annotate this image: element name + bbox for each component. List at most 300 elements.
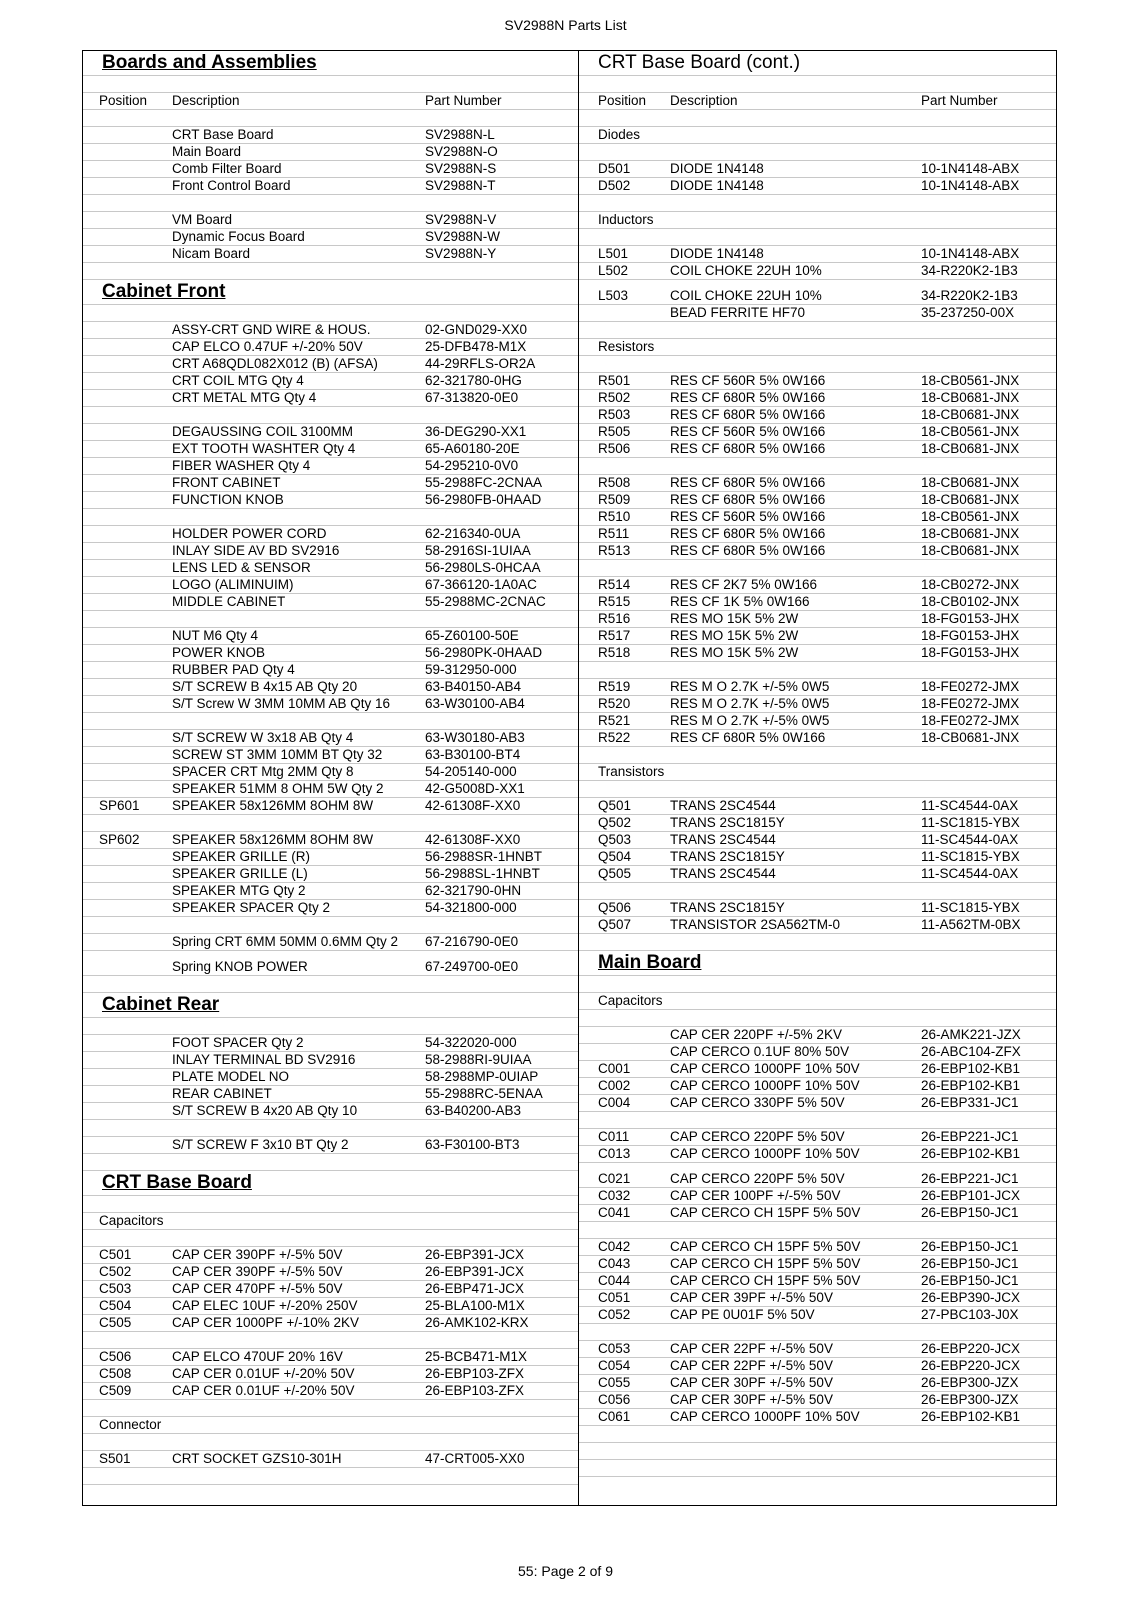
blank-row: [83, 1196, 578, 1213]
part-number-cell: 67-249700-0E0: [425, 959, 519, 974]
column-header-row: [83, 93, 578, 110]
blank-row: [579, 76, 1056, 93]
part-number-cell: 36-DEG290-XX1: [425, 424, 527, 439]
part-number-cell: 55-2988MC-2CNAC: [425, 594, 546, 609]
position-cell: C051: [598, 1290, 631, 1305]
table-row: [579, 1256, 1056, 1273]
table-row: [579, 1358, 1056, 1375]
description-cell: CRT COIL MTG Qty 4: [172, 373, 304, 388]
description-cell: POWER KNOB: [172, 645, 266, 660]
part-number-cell: SV2988N-O: [425, 144, 498, 159]
blank-row: [579, 560, 1056, 577]
position-cell: R501: [598, 373, 631, 388]
table-row: [83, 1247, 578, 1264]
column-header-description: Description: [670, 93, 738, 108]
description-cell: Spring CRT 6MM 50MM 0.6MM Qty 2: [172, 934, 399, 949]
description-cell: S/T Screw W 3MM 10MM AB Qty 16: [172, 696, 391, 711]
section-heading: [83, 993, 578, 1018]
description-cell: CAP CERCO CH 15PF 5% 50V: [670, 1205, 861, 1220]
table-row: [83, 458, 578, 475]
part-number-cell: 44-29RFLS-OR2A: [425, 356, 536, 371]
table-row: [83, 373, 578, 390]
table-row: [579, 475, 1056, 492]
description-cell: RES CF 560R 5% 0W166: [670, 509, 826, 524]
description-cell: SPEAKER 58x126MM 8OHM 8W: [172, 798, 374, 813]
description-cell: CAP ELCO 470UF 20% 16V: [172, 1349, 343, 1364]
part-number-cell: 18-CB0561-JNX: [921, 424, 1020, 439]
blank-row: [83, 195, 578, 212]
table-row: [83, 1052, 578, 1069]
description-cell: RES M O 2.7K +/-5% 0W5: [670, 713, 830, 728]
table-row: [83, 475, 578, 492]
table-row: [579, 1061, 1056, 1078]
part-number-cell: 26-EBP300-JZX: [921, 1392, 1019, 1407]
position-cell: C041: [598, 1205, 631, 1220]
description-cell: CAP CERCO 1000PF 10% 50V: [670, 1409, 860, 1424]
table-row: [579, 713, 1056, 730]
position-cell: R518: [598, 645, 631, 660]
position-cell: C503: [99, 1281, 132, 1296]
part-number-cell: 11-SC4544-0AX: [921, 832, 1019, 847]
table-row: [83, 212, 578, 229]
table-row: [579, 849, 1056, 866]
table-row: [83, 577, 578, 594]
blank-row: [579, 195, 1056, 212]
description-cell: S/T SCREW B 4x15 AB Qty 20: [172, 679, 358, 694]
part-number-cell: 62-321780-0HG: [425, 373, 522, 388]
column-header-part-number: Part Number: [425, 93, 502, 108]
blank-row: [579, 1010, 1056, 1027]
table-row: [579, 1027, 1056, 1044]
position-cell: R514: [598, 577, 631, 592]
part-number-cell: 18-CB0681-JNX: [921, 390, 1020, 405]
part-number-cell: 18-FG0153-JHX: [921, 611, 1020, 626]
part-number-cell: SV2988N-T: [425, 178, 496, 193]
table-row: [83, 492, 578, 509]
part-number-cell: 18-CB0681-JNX: [921, 407, 1020, 422]
position-cell: C061: [598, 1409, 631, 1424]
part-number-cell: 18-FG0153-JHX: [921, 645, 1020, 660]
description-cell: FOOT SPACER Qty 2: [172, 1035, 304, 1050]
description-cell: RES CF 680R 5% 0W166: [670, 390, 826, 405]
part-number-cell: 18-CB0681-JNX: [921, 526, 1020, 541]
blank-row: [83, 611, 578, 628]
description-cell: RES CF 680R 5% 0W166: [670, 492, 826, 507]
table-row: [83, 356, 578, 373]
section-heading: [83, 1171, 578, 1196]
table-row: [579, 178, 1056, 195]
table-row: [83, 543, 578, 560]
section-title: Boards and Assemblies: [102, 52, 317, 73]
blank-row: [83, 917, 578, 934]
part-number-cell: 26-EBP150-JC1: [921, 1273, 1019, 1288]
table-row: [579, 1239, 1056, 1256]
position-cell: R502: [598, 390, 631, 405]
description-cell: ASSY-CRT GND WIRE & HOUS.: [172, 322, 371, 337]
description-cell: Dynamic Focus Board: [172, 229, 305, 244]
part-number-cell: 10-1N4148-ABX: [921, 161, 1020, 176]
description-cell: DIODE 1N4148: [670, 246, 764, 261]
table-row: [83, 645, 578, 662]
table-row: [579, 696, 1056, 713]
table-row: [83, 849, 578, 866]
part-number-cell: 25-BLA100-M1X: [425, 1298, 525, 1313]
part-number-cell: 58-2988RI-9UIAA: [425, 1052, 532, 1067]
part-number-cell: 26-ABC104-ZFX: [921, 1044, 1021, 1059]
position-cell: Q506: [598, 900, 632, 915]
table-row: [83, 730, 578, 747]
table-row: [83, 883, 578, 900]
blank-row: [579, 976, 1056, 993]
part-number-cell: 62-321790-0HN: [425, 883, 522, 898]
description-cell: Comb Filter Board: [172, 161, 282, 176]
table-row: [83, 1315, 578, 1332]
column-header-description: Description: [172, 93, 240, 108]
description-cell: CAP CER 470PF +/-5% 50V: [172, 1281, 343, 1296]
blank-row: [579, 144, 1056, 161]
table-row: [579, 1375, 1056, 1392]
part-number-cell: SV2988N-W: [425, 229, 501, 244]
table-row: [579, 373, 1056, 390]
blank-row: [83, 1332, 578, 1349]
part-number-cell: 55-2988RC-5ENAA: [425, 1086, 543, 1101]
position-cell: Inductors: [598, 212, 654, 227]
part-number-cell: 63-F30100-BT3: [425, 1137, 520, 1152]
description-cell: TRANS 2SC1815Y: [670, 900, 785, 915]
table-row: [579, 1044, 1056, 1061]
table-row: [83, 1213, 578, 1230]
part-number-cell: 26-EBP471-JCX: [425, 1281, 525, 1296]
table-row: [579, 679, 1056, 696]
part-number-cell: 54-205140-000: [425, 764, 517, 779]
table-row: [83, 1069, 578, 1086]
blank-row: [579, 229, 1056, 246]
description-cell: Nicam Board: [172, 246, 251, 261]
part-number-cell: 59-312950-000: [425, 662, 517, 677]
description-cell: SPACER CRT Mtg 2MM Qty 8: [172, 764, 354, 779]
description-cell: RES CF 680R 5% 0W166: [670, 730, 826, 745]
part-number-cell: 18-CB0681-JNX: [921, 475, 1020, 490]
position-cell: C053: [598, 1341, 631, 1356]
part-number-cell: 65-A60180-20E: [425, 441, 520, 456]
part-number-cell: 26-EBP102-KB1: [921, 1061, 1021, 1076]
table-row: [83, 662, 578, 679]
blank-row: [579, 110, 1056, 127]
description-cell: HOLDER POWER CORD: [172, 526, 327, 541]
column-header-position: Position: [99, 93, 148, 108]
table-row: [83, 1451, 578, 1468]
part-number-cell: 26-EBP150-JC1: [921, 1205, 1019, 1220]
table-row: [83, 951, 578, 976]
description-cell: S/T SCREW B 4x20 AB Qty 10: [172, 1103, 358, 1118]
part-number-cell: SV2988N-Y: [425, 246, 497, 261]
table-row: [579, 543, 1056, 560]
left-column: [83, 51, 578, 1505]
description-cell: SPEAKER GRILLE (L): [172, 866, 308, 881]
part-number-cell: SV2988N-V: [425, 212, 497, 227]
part-number-cell: 67-313820-0E0: [425, 390, 519, 405]
table-row: [579, 1146, 1056, 1163]
description-cell: RES CF 2K7 5% 0W166: [670, 577, 818, 592]
table-row: [579, 305, 1056, 322]
right-column: [579, 51, 1056, 1505]
description-cell: CAP ELCO 0.47UF +/-20% 50V: [172, 339, 363, 354]
position-cell: C002: [598, 1078, 631, 1093]
description-cell: CAP CERCO CH 15PF 5% 50V: [670, 1256, 861, 1271]
blank-row: [83, 1434, 578, 1451]
section-title: CRT Base Board: [102, 1172, 252, 1193]
position-cell: R517: [598, 628, 631, 643]
description-cell: CAP PE 0U01F 5% 50V: [670, 1307, 815, 1322]
description-cell: INLAY SIDE AV BD SV2916: [172, 543, 340, 558]
part-number-cell: 25-BCB471-M1X: [425, 1349, 528, 1364]
table-row: [579, 1273, 1056, 1290]
table-row: [579, 577, 1056, 594]
blank-row: [83, 815, 578, 832]
table-row: [83, 246, 578, 263]
part-number-cell: 63-B40200-AB3: [425, 1103, 522, 1118]
part-number-cell: 18-FE0272-JMX: [921, 679, 1020, 694]
blank-row: [83, 1468, 578, 1485]
position-cell: C043: [598, 1256, 631, 1271]
table-row: [579, 815, 1056, 832]
description-cell: RES MO 15K 5% 2W: [670, 611, 799, 626]
description-cell: VM Board: [172, 212, 233, 227]
description-cell: CAP CER 1000PF +/-10% 2KV: [172, 1315, 359, 1330]
part-number-cell: 63-B40150-AB4: [425, 679, 522, 694]
table-row: [579, 1163, 1056, 1188]
part-number-cell: 26-EBP331-JC1: [921, 1095, 1019, 1110]
description-cell: EXT TOOTH WASHTER Qty 4: [172, 441, 356, 456]
description-cell: COIL CHOKE 22UH 10%: [670, 263, 822, 278]
position-cell: R516: [598, 611, 631, 626]
position-cell: R515: [598, 594, 631, 609]
part-number-cell: 62-216340-0UA: [425, 526, 521, 541]
part-number-cell: 27-PBC103-J0X: [921, 1307, 1019, 1322]
blank-row: [579, 747, 1056, 764]
position-cell: Transistors: [598, 764, 665, 779]
position-cell: C052: [598, 1307, 631, 1322]
description-cell: CAP CER 0.01UF +/-20% 50V: [172, 1366, 355, 1381]
section-title: Cabinet Front: [102, 281, 226, 302]
table-row: [83, 798, 578, 815]
part-number-cell: 65-Z60100-50E: [425, 628, 519, 643]
part-number-cell: 63-W30100-AB4: [425, 696, 525, 711]
description-cell: RES CF 1K 5% 0W166: [670, 594, 810, 609]
position-cell: Q502: [598, 815, 632, 830]
table-row: [83, 934, 578, 951]
table-row: [83, 1103, 578, 1120]
description-cell: RES MO 15K 5% 2W: [670, 628, 799, 643]
table-row: [579, 492, 1056, 509]
table-row: [83, 322, 578, 339]
description-cell: CAP CER 390PF +/-5% 50V: [172, 1247, 343, 1262]
description-cell: S/T SCREW W 3x18 AB Qty 4: [172, 730, 354, 745]
part-number-cell: 26-EBP300-JZX: [921, 1375, 1019, 1390]
table-row: [579, 764, 1056, 781]
part-number-cell: 34-R220K2-1B3: [921, 288, 1018, 303]
table-row: [579, 628, 1056, 645]
table-row: [579, 798, 1056, 815]
table-row: [579, 611, 1056, 628]
position-cell: C013: [598, 1146, 631, 1161]
table-row: [83, 1086, 578, 1103]
part-number-cell: 26-AMK221-JZX: [921, 1027, 1021, 1042]
description-cell: CRT Base Board: [172, 127, 274, 142]
description-cell: FUNCTION KNOB: [172, 492, 284, 507]
description-cell: DIODE 1N4148: [670, 161, 764, 176]
table-row: [83, 1349, 578, 1366]
description-cell: S/T SCREW F 3x10 BT Qty 2: [172, 1137, 349, 1152]
section-heading: [579, 951, 1056, 976]
blank-row: [83, 976, 578, 993]
part-number-cell: 26-EBP102-KB1: [921, 1146, 1021, 1161]
table-row: [579, 1341, 1056, 1358]
position-cell: D501: [598, 161, 631, 176]
table-row: [83, 1035, 578, 1052]
position-cell: Q507: [598, 917, 632, 932]
part-number-cell: SV2988N-L: [425, 127, 495, 142]
table-row: [83, 1366, 578, 1383]
part-number-cell: 34-R220K2-1B3: [921, 263, 1018, 278]
description-cell: CAP CER 22PF +/-5% 50V: [670, 1358, 833, 1373]
table-row: [83, 696, 578, 713]
part-number-cell: 42-61308F-XX0: [425, 832, 521, 847]
position-cell: SP602: [99, 832, 140, 847]
part-number-cell: 26-EBP220-JCX: [921, 1358, 1021, 1373]
description-cell: CAP CER 30PF +/-5% 50V: [670, 1375, 833, 1390]
position-cell: L502: [598, 263, 629, 278]
blank-row: [579, 1222, 1056, 1239]
table-row: [579, 917, 1056, 934]
table-row: [83, 679, 578, 696]
table-row: [83, 1264, 578, 1281]
blank-row: [579, 662, 1056, 679]
description-cell: CAP CERCO 220PF 5% 50V: [670, 1129, 845, 1144]
position-cell: C055: [598, 1375, 631, 1390]
part-number-cell: 26-EBP102-KB1: [921, 1409, 1021, 1424]
part-number-cell: 54-321800-000: [425, 900, 517, 915]
description-cell: TRANS 2SC1815Y: [670, 849, 785, 864]
description-cell: SPEAKER GRILLE (R): [172, 849, 311, 864]
part-number-cell: 18-CB0681-JNX: [921, 730, 1020, 745]
description-cell: RUBBER PAD Qty 4: [172, 662, 295, 677]
description-cell: RES CF 680R 5% 0W166: [670, 543, 826, 558]
description-cell: RES CF 680R 5% 0W166: [670, 475, 826, 490]
part-number-cell: 18-CB0681-JNX: [921, 543, 1020, 558]
position-cell: R522: [598, 730, 631, 745]
description-cell: CAP CER 100PF +/-5% 50V: [670, 1188, 841, 1203]
position-cell: C054: [598, 1358, 631, 1373]
table-row: [83, 390, 578, 407]
description-cell: NUT M6 Qty 4: [172, 628, 259, 643]
description-cell: MIDDLE CABINET: [172, 594, 286, 609]
table-row: [579, 441, 1056, 458]
position-cell: Resistors: [598, 339, 655, 354]
table-row: [579, 1129, 1056, 1146]
blank-row: [579, 356, 1056, 373]
table-row: [579, 339, 1056, 356]
position-cell: C042: [598, 1239, 631, 1254]
part-number-cell: 58-2916SI-1UIAA: [425, 543, 531, 558]
table-row: [579, 730, 1056, 747]
table-row: [579, 645, 1056, 662]
table-row: [83, 594, 578, 611]
part-number-cell: 42-61308F-XX0: [425, 798, 521, 813]
part-number-cell: 11-SC4544-0AX: [921, 866, 1019, 881]
table-row: [579, 390, 1056, 407]
part-number-cell: 67-216790-0E0: [425, 934, 519, 949]
table-row: [83, 424, 578, 441]
table-row: [579, 161, 1056, 178]
description-cell: CAP CER 22PF +/-5% 50V: [670, 1341, 833, 1356]
part-number-cell: 54-322020-000: [425, 1035, 517, 1050]
position-cell: D502: [598, 178, 631, 193]
description-cell: Main Board: [172, 144, 242, 159]
table-row: [83, 747, 578, 764]
blank-row: [579, 883, 1056, 900]
part-number-cell: 11-SC1815-YBX: [921, 900, 1020, 915]
part-number-cell: 26-EBP390-JCX: [921, 1290, 1021, 1305]
part-number-cell: 10-1N4148-ABX: [921, 178, 1020, 193]
description-cell: SPEAKER MTG Qty 2: [172, 883, 306, 898]
description-cell: CAP ELEC 10UF +/-20% 250V: [172, 1298, 358, 1313]
description-cell: RES M O 2.7K +/-5% 0W5: [670, 696, 830, 711]
position-cell: C506: [99, 1349, 132, 1364]
position-cell: C504: [99, 1298, 132, 1313]
part-number-cell: 63-B30100-BT4: [425, 747, 521, 762]
position-cell: L503: [598, 288, 629, 303]
part-number-cell: 26-EBP150-JC1: [921, 1256, 1019, 1271]
position-cell: R503: [598, 407, 631, 422]
table-row: [579, 246, 1056, 263]
position-cell: Connector: [99, 1417, 162, 1432]
description-cell: CAP CER 0.01UF +/-20% 50V: [172, 1383, 355, 1398]
table-row: [579, 993, 1056, 1010]
description-cell: CAP CERCO 330PF 5% 50V: [670, 1095, 845, 1110]
part-number-cell: SV2988N-S: [425, 161, 497, 176]
description-cell: DEGAUSSING COIL 3100MM: [172, 424, 354, 439]
position-cell: C001: [598, 1061, 631, 1076]
description-cell: CAP CER 30PF +/-5% 50V: [670, 1392, 833, 1407]
blank-row: [579, 458, 1056, 475]
description-cell: CAP CERCO 0.1UF 80% 50V: [670, 1044, 850, 1059]
column-header-position: Position: [598, 93, 647, 108]
blank-row: [579, 1460, 1056, 1477]
table-row: [579, 1188, 1056, 1205]
table-row: [579, 280, 1056, 305]
description-cell: Front Control Board: [172, 178, 291, 193]
blank-row: [83, 1154, 578, 1171]
blank-row: [579, 1324, 1056, 1341]
part-number-cell: 26-EBP101-JCX: [921, 1188, 1021, 1203]
position-cell: R511: [598, 526, 630, 541]
blank-row: [83, 1230, 578, 1247]
part-number-cell: 11-A562TM-0BX: [921, 917, 1021, 932]
position-cell: C505: [99, 1315, 132, 1330]
part-number-cell: 54-295210-0V0: [425, 458, 519, 473]
part-number-cell: 26-EBP103-ZFX: [425, 1383, 525, 1398]
blank-row: [83, 110, 578, 127]
position-cell: C044: [598, 1273, 631, 1288]
table-row: [83, 1137, 578, 1154]
description-cell: DIODE 1N4148: [670, 178, 764, 193]
description-cell: TRANSISTOR 2SA562TM-0: [670, 917, 841, 932]
table-row: [83, 1298, 578, 1315]
description-cell: SPEAKER 51MM 8 OHM 5W Qty 2: [172, 781, 384, 796]
description-cell: SCREW ST 3MM 10MM BT Qty 32: [172, 747, 383, 762]
part-number-cell: 67-366120-1A0AC: [425, 577, 537, 592]
